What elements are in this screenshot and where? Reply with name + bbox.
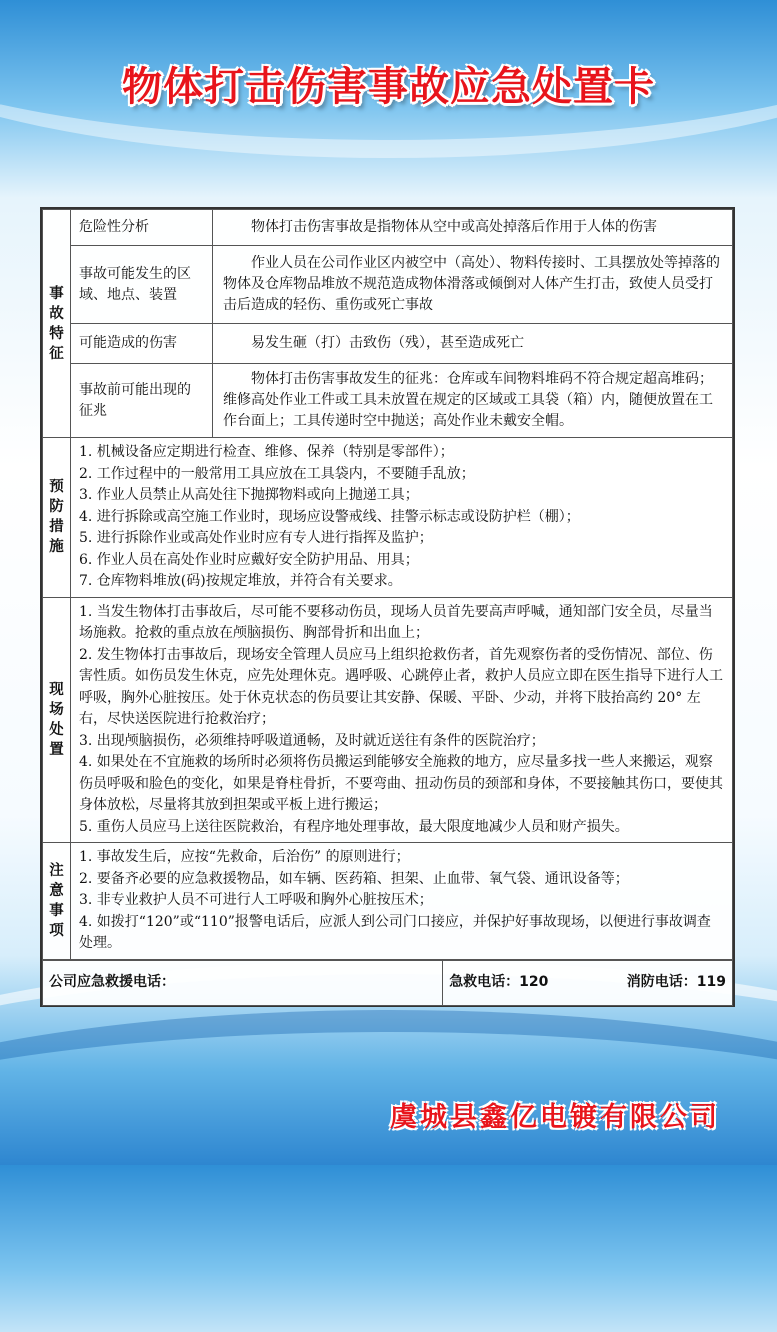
feature-label: 事故前可能出现的征兆 — [71, 364, 213, 438]
section-label-notes: 注 意 事 项 — [43, 843, 71, 960]
list-item: 2. 发生物体打击事故后，现场安全管理人员应马上组织抢救伤者，首先观察伤者的受伤情况、部位、伤害性质。如伤员发生休克，应先处理休克。遇呼吸、心跳停止者，救护人员应立即在医生指导下进行人工呼吸，胸外心脏按压。处于休克状态的伤员要让其安静、保暖、平卧、少动，并将下肢抬高约 20° 左右，尽快送医院进行抢救治疗； — [79, 646, 723, 727]
page-title: 物体打击伤害事故应急处置卡 — [122, 64, 655, 110]
disposal-card — [40, 207, 735, 1007]
list-item: 6. 作业人员在高处作业时应戴好安全防护用品、用具； — [79, 551, 419, 568]
feature-row — [43, 210, 733, 246]
list-item: 7. 仓库物料堆放(码)按规定堆放，并符合有关要求。 — [79, 573, 402, 589]
feature-label: 危险性分析 — [71, 210, 213, 246]
list-item: 1. 事故发生后，应按“先救命，后治伤” 的原则进行； — [79, 849, 410, 865]
list-item: 4. 如果处在不宜施救的场所时必须将伤员搬运到能够安全施救的地方，应尽量多找一些人来搬运，观察伤员呼吸和脸色的变化，如果是脊柱骨折，不要弯曲、扭动伤员的颈部和身体，不要接触其伤口，要使其身体放松，尽量将其放到担架或平板上进行搬运； — [79, 754, 723, 813]
company-phone-label: 公司应急救援电话： — [43, 960, 443, 1005]
list-item: 5. 进行拆除作业或高处作业时应有专人进行指挥及监护； — [79, 530, 433, 546]
prevention-list — [71, 438, 733, 598]
feature-label: 事故可能发生的区域、地点、装置 — [71, 246, 213, 324]
list-item: 3. 作业人员禁止从高处往下抛掷物料或向上抛递工具； — [79, 487, 419, 503]
list-item: 2. 要备齐必要的应急救援物品，如车辆、医药箱、担架、止血带、氧气袋、通讯设备等； — [79, 870, 629, 887]
notes-row — [43, 843, 733, 960]
phone-footer — [42, 960, 733, 1006]
list-item: 3. 非专业救护人员不可进行人工呼吸和胸外心脏按压术； — [79, 892, 433, 908]
list-item: 4. 如拨打“120”或“110”报警电话后，应派人到公司门口接应，并保护好事故现场，以便进行事故调查处理。 — [79, 913, 711, 951]
feature-text: 作业人员在公司作业区内被空中（高处）、物料传接时、工具摆放处等掉落的物体及仓库物品堆放不规范造成物体滑落或倾倒对人体产生打击，致使人员受打击后造成的轻伤、重伤或死亡事故 — [213, 246, 733, 324]
feature-label: 可能造成的伤害 — [71, 324, 213, 364]
list-item: 1. 机械设备应定期进行检查、维修、保养（特别是零部件）； — [79, 444, 454, 460]
onsite-row — [43, 597, 733, 843]
section-label-prevention: 预 防 措 施 — [43, 438, 71, 598]
list-item: 2. 工作过程中的一般常用工具应放在工具袋内，不要随手乱放； — [79, 465, 475, 482]
section-label-features: 事 故 特 征 — [43, 210, 71, 438]
feature-text: 物体打击伤害事故发生的征兆：仓库或车间物料堆码不符合规定超高堆码；维修高处作业工件或工具未放置在规定的区域或工具袋（箱）内，随便放置在工作台面上；工具传递时空中抛送；高处作业未戴安全帽。 — [213, 364, 733, 438]
feature-row — [43, 246, 733, 324]
company-name: 虞城县鑫亿电镀有限公司 — [390, 1102, 720, 1133]
list-item: 1. 当发生物体打击事故后，尽可能不要移动伤员，现场人员首先要高声呼喊，通知部门安全员，尽量当场施救。抢救的重点放在颅脑损伤、胸部骨折和出血上； — [79, 603, 713, 641]
list-item: 3. 出现颅脑损伤，必须维持呼吸道通畅，及时就近送往有条件的医院治疗； — [79, 732, 545, 749]
feature-text: 易发生砸（打）击致伤（残），甚至造成死亡 — [213, 324, 733, 364]
onsite-list — [71, 597, 733, 843]
background-swoosh-bottom-dark — [0, 1010, 777, 1332]
ambulance-phone: 急救电话：120 — [449, 974, 549, 990]
feature-row — [43, 324, 733, 364]
notes-list — [71, 843, 733, 960]
feature-text: 物体打击伤害事故是指物体从空中或高处掉落后作用于人体的伤害 — [213, 210, 733, 246]
fire-phone: 消防电话：119 — [626, 974, 726, 990]
prevention-row — [43, 438, 733, 598]
list-item: 5. 重伤人员应马上送往医院救治，有程序地处理事故，最大限度地减少人员和财产损失。 — [79, 818, 629, 835]
feature-row — [43, 364, 733, 438]
list-item: 4. 进行拆除或高空施工作业时，现场应设警戒线、挂警示标志或设防护栏（棚）； — [79, 508, 580, 525]
emergency-phones — [443, 960, 733, 1005]
section-label-onsite: 现 场 处 置 — [43, 597, 71, 843]
